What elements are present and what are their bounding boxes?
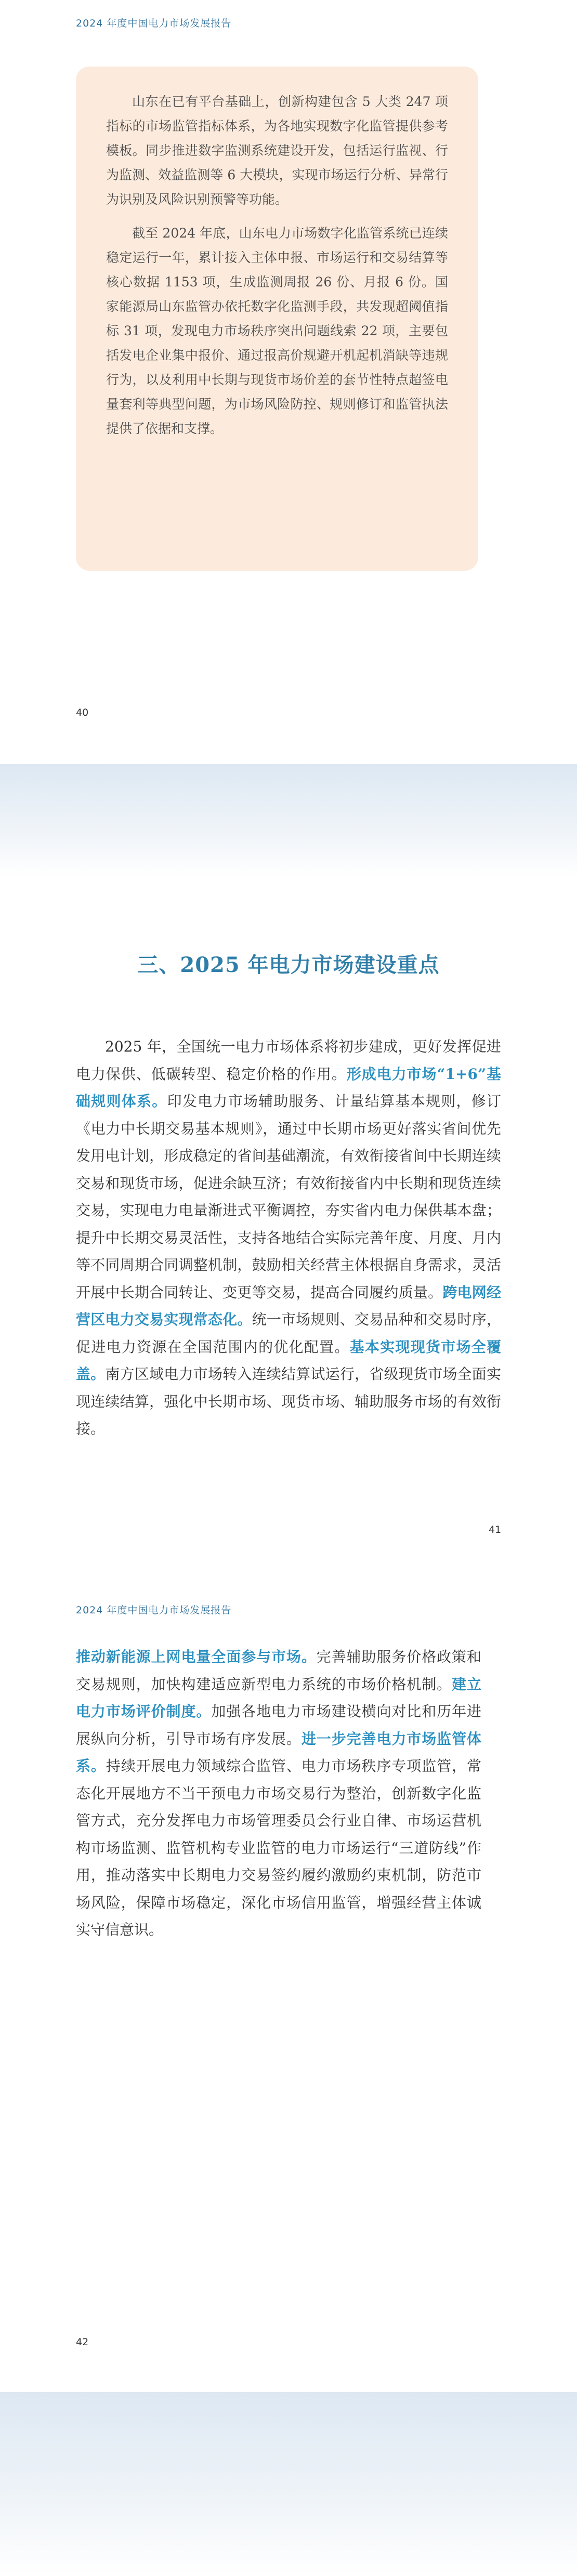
section-title: 三、2025 年电力市场建设重点	[137, 953, 440, 977]
highlighted-heading: 形成电力市场“1+6”基础规则体系。	[76, 1065, 501, 1110]
body-text-run: 统一市场规则、交易品种和交易时序，促进电力资源在全国范围内的优化配置。	[76, 1311, 501, 1356]
page-number: 42	[76, 2336, 89, 2348]
running-header: 2024 年度中国电力市场发展报告	[76, 1605, 232, 1616]
running-header: 2024 年度中国电力市场发展报告	[76, 18, 232, 29]
case-study-box	[76, 67, 478, 571]
case-study-paragraph-2: 截至 2024 年底，山东电力市场数字化监管系统已连续稳定运行一年，累计接入主体申报、市场运行和交易结算等核心数据 1153 项，生成监测周报 26 份、月报 6 份。国家能源局山东监管办依托数字化监测手段，共发现超阈值指标 31 项，发现电力市场秩序突出问题线索 22 项，主要包括发电企业集中报价、通过报高价规避开机起机消缺等违规行为，以及利用中长期与现货市场价差的套节性特点超签电量套利等典型问题，为市场风险防控、规则修订和监管执法提供了依据和支撑。	[106, 226, 448, 436]
body-text-run: 印发电力市场辅助服务、计量结算基本规则，修订《电力中长期交易基本规则》，通过中长期市场更好落实省间优先发用电计划，形成稳定的省间基础潮流，有效衔接省间中长期连续交易和现货市场，促进余缺互济；有效衔接省内中长期和现货连续交易，实现电力电量渐进式平衡调控，夯实省内电力保供基本盘；提升中长期交易灵活性，支持各地结合实际完善年度、月度、月内等不同周期合同调整机制，鼓励相关经营主体根据自身需求，灵活开展中长期合同转让、变更等交易，提高合同履约质量。	[76, 1093, 501, 1301]
highlighted-heading: 进一步完善电力市场监管体系。	[76, 1730, 481, 1775]
highlighted-heading: 跨电网经营区电力交易实现常态化。	[76, 1283, 501, 1328]
body-paragraph	[76, 1644, 481, 1944]
body-text-run: 南方区域电力市场转入连续结算试运行，省级现货市场全面实现连续结算，强化中长期市场、现货市场、辅助服务市场的有效衔接。	[76, 1365, 501, 1437]
body-text-run: 加强各地电力市场建设横向对比和历年进展纵向分析，引导市场有序发展。	[76, 1703, 481, 1747]
page-number: 41	[489, 1524, 502, 1535]
highlighted-heading: 建立电力市场评价制度。	[76, 1675, 481, 1720]
page-divider-band	[0, 2392, 577, 2576]
highlighted-heading: 推动新能源上网电量全面参与市场。	[76, 1648, 317, 1665]
body-paragraph	[76, 1033, 501, 1443]
body-text-run: 2025 年，全国统一电力市场体系将初步建成，更好发挥促进电力保供、低碳转型、稳定价格的作用。	[76, 1038, 501, 1083]
body-text-run: 完善辅助服务价格政策和交易规则，加快构建适应新型电力系统的市场价格机制。	[76, 1648, 481, 1693]
body-text-run: 持续开展电力领域综合监管、电力市场秩序专项监管，常态化开展地方不当干预电力市场交易行为整治，创新数字化监管方式，充分发挥电力市场管理委员会行业自律、市场运营机构市场监测、监管机构专业监管的电力市场运行“三道防线”作用，推动落实中长期电力交易签约履约激励约束机制，防范市场风险，保障市场稳定，深化市场信用监管，增强经营主体诚实守信意识。	[76, 1757, 481, 1938]
highlighted-heading: 基本实现现货市场全覆盖。	[76, 1338, 501, 1383]
case-study-paragraph-1: 山东在已有平台基础上，创新构建包含 5 大类 247 项指标的市场监管指标体系，为各地实现数字化监管提供参考模板。同步推进数字监测系统建设开发，包括运行监视、行为监测、效益监测等 6 大模块，实现市场运行分析、异常行为识别及风险识别预警等功能。	[106, 94, 448, 207]
page-number: 40	[76, 707, 89, 718]
page-divider-band	[0, 764, 577, 877]
